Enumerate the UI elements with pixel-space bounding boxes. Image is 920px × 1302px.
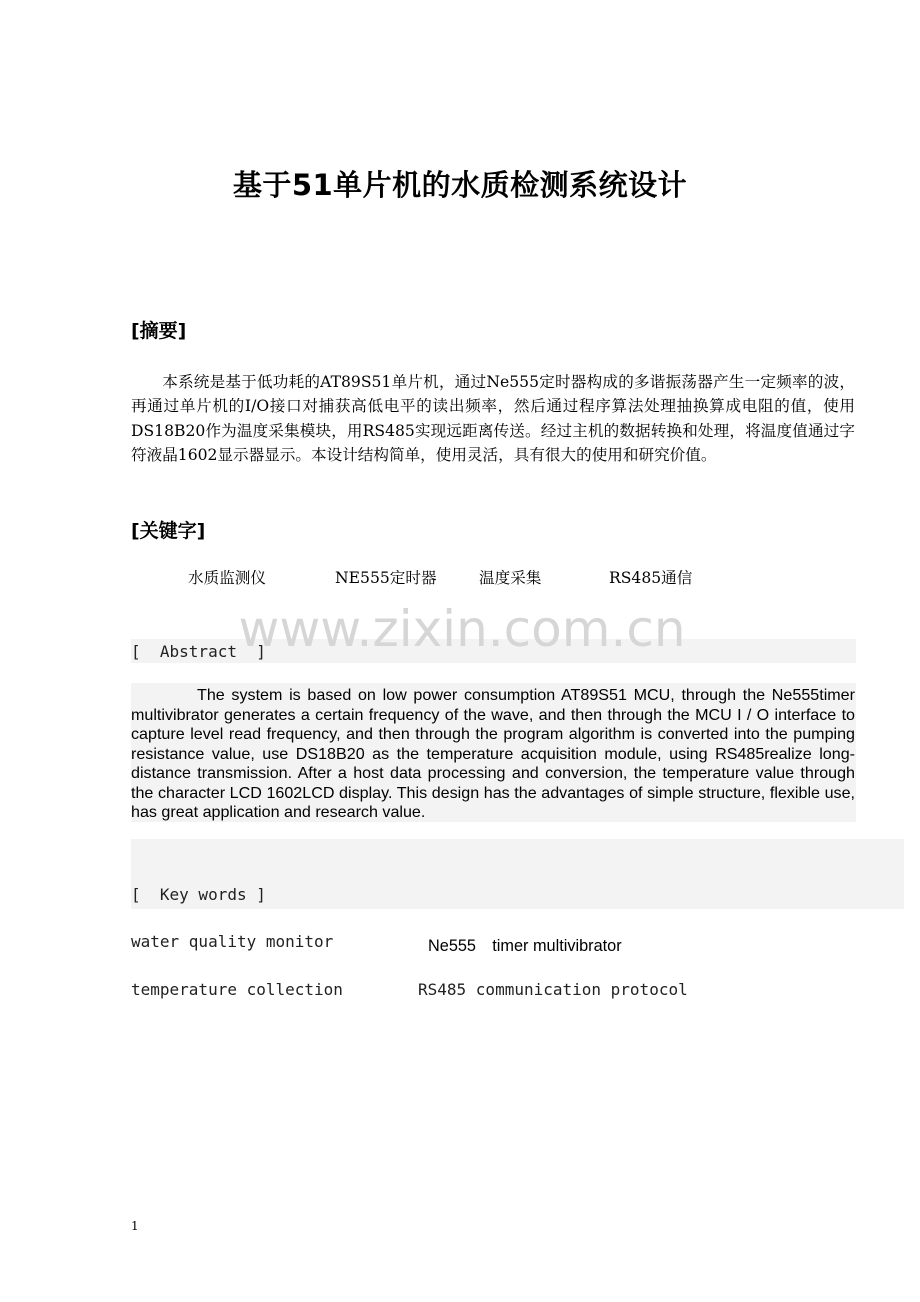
keyword-en-1: water quality monitor [131, 932, 334, 951]
keyword-cn-1: 水质监测仪 [188, 569, 266, 587]
abstract-cn-heading: [摘要] [131, 320, 187, 342]
abstract-cn-body: 本系统是基于低功耗的AT89S51单片机，通过Ne555定时器构成的多谐振荡器产生一定频率的波，再通过单片机的I/O接口对捕获高低电平的读出频率，然后通过程序算法处理抽换算成电阻的值，使用DS18B20作为温度采集模块，用RS485实现远距离传送。经过主机的数据转换和处理，将温度值通过字符液晶1602显示器显示。本设计结构简单，使用灵活，具有很大的使用和研究价值。 [131, 373, 855, 464]
keyword-en-3: temperature collection [131, 980, 343, 999]
keywords-cn-heading: [关键字] [131, 520, 206, 542]
abstract-en-heading: [ Abstract ] [131, 642, 266, 661]
keyword-cn-3: 温度采集 [479, 569, 542, 587]
document-title: 基于51单片机的水质检测系统设计 [232, 168, 688, 202]
abstract-en-body: The system is based on low power consumption AT89S51 MCU, through the Ne555timer multivibrator generates a certain frequency of the wave, and then through the MCU I / O interface to capture level read frequency, and then through the program algorithm is converted into the pumping resistance value, use DS18B20 as the temperature acquisition module, using RS485realize long-distance transmission. After a host data processing and conversion, the temperature value through the character LCD 1602LCD display. This design has the advantages of simple structure, flexible use, has great application and research value. [131, 686, 855, 821]
watermark: www.zixin.com.cn [238, 600, 686, 658]
keyword-cn-2: NE555定时器 [335, 569, 437, 587]
keywords-en-heading: [ Key words ] [131, 885, 266, 904]
keyword-en-2: Ne555 timer multivibrator [428, 937, 622, 955]
keyword-cn-4: RS485通信 [609, 569, 693, 587]
keyword-en-4: RS485 communication protocol [418, 980, 688, 999]
page-number: 1 [131, 1219, 139, 1233]
